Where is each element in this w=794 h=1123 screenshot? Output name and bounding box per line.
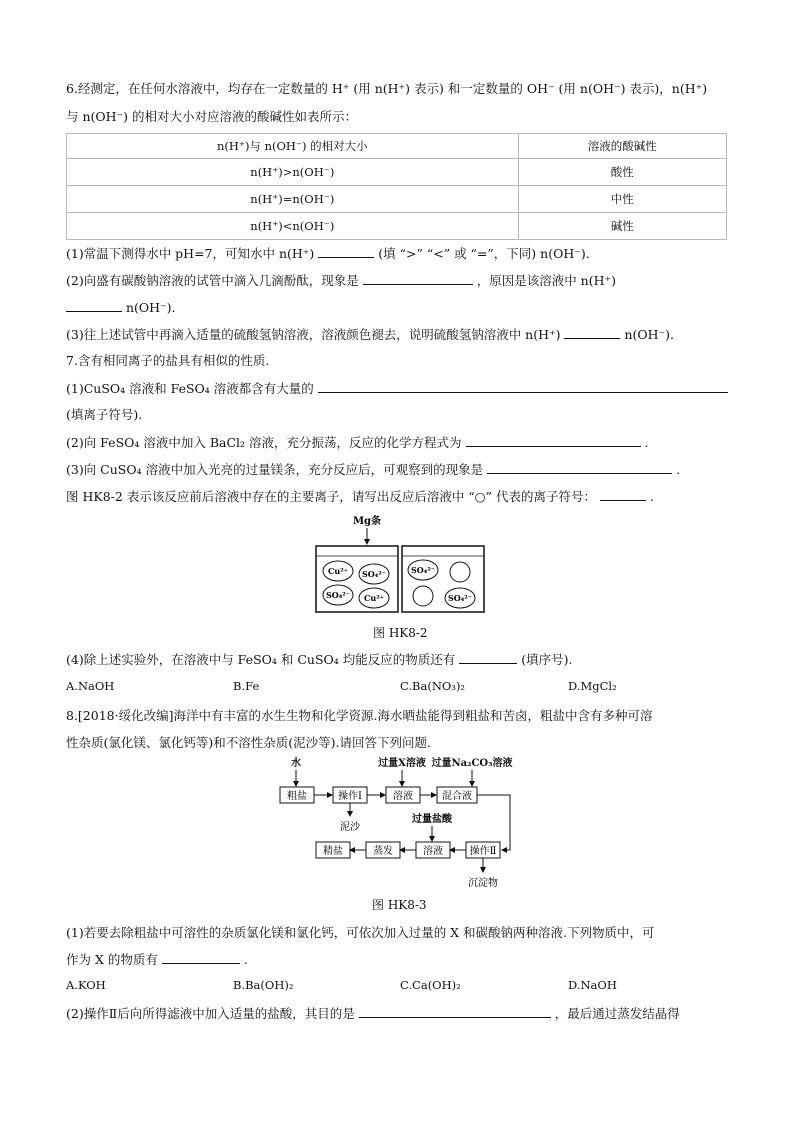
answer-blank[interactable] xyxy=(487,460,672,474)
option-d[interactable]: D.MgCl₂ xyxy=(568,679,617,693)
table-cell: 中性 xyxy=(518,186,726,213)
q6-stem-line1: 6.经测定，在任何水溶液中，均存在一定数量的 H⁺ (用 n(H⁺) 表示) 和一定数量的 OH⁻ (用 n(OH⁻) 表示)，n(H⁺) xyxy=(66,81,708,96)
table-cell: 酸性 xyxy=(518,159,726,186)
q6-part3 xyxy=(66,325,674,344)
process-flowchart xyxy=(270,752,530,892)
box-label: 操作Ⅰ xyxy=(338,791,362,802)
table-row xyxy=(67,186,727,213)
option-c[interactable]: C.Ca(OH)₂ xyxy=(400,978,461,992)
mg-arrow-head xyxy=(364,539,370,545)
mg-strip-label: Mg条 xyxy=(352,516,382,527)
q6-part1-text-b: (填 “>” “<” 或 “=”，下同) n(OH⁻). xyxy=(378,246,590,261)
answer-blank[interactable] xyxy=(318,379,728,393)
q7-stem: 7.含有相同离子的盐具有相似的性质. xyxy=(66,353,270,368)
q7-part3-text-c: 图 HK8-2 表示该反应前后溶液中存在的主要离子，请写出反应后溶液中 “○” 代表的离子符号： xyxy=(66,489,596,504)
q6-part1 xyxy=(66,244,590,263)
answer-blank[interactable] xyxy=(359,1004,551,1018)
answer-blank[interactable] xyxy=(564,325,620,339)
ion-label: Cu²⁺ xyxy=(364,593,384,603)
table-header-cell: 溶液的酸碱性 xyxy=(518,134,726,159)
box-label: 溶液 xyxy=(393,791,413,802)
unknown-ion-circle xyxy=(413,586,433,606)
flow-label-add-na2co3: 过量Na₂CO₃溶液 xyxy=(431,758,513,769)
q7-part2 xyxy=(66,433,648,452)
option-c[interactable]: C.Ba(NO₃)₂ xyxy=(400,679,466,693)
q8-part1-text: 作为 X 的物质有 xyxy=(66,952,158,967)
answer-blank[interactable] xyxy=(600,487,646,501)
flow-label-mud: 泥沙 xyxy=(340,822,360,833)
q8-part1-line1: (1)若要去除粗盐中可溶性的杂质氯化镁和氯化钙，可依次加入过量的 X 和碳酸钠两种溶液.下列物质中，可 xyxy=(66,925,655,940)
q8-part1-line2 xyxy=(66,950,248,969)
box-label: 粗盐 xyxy=(287,791,307,802)
table-header-cell: n(H⁺)与 n(OH⁻) 的相对大小 xyxy=(67,134,519,159)
ion-label: SO₄²⁻ xyxy=(326,590,350,600)
figure-caption: 图 HK8-3 xyxy=(372,898,427,912)
table-row xyxy=(67,213,727,240)
q7-part1 xyxy=(66,379,728,398)
figure-caption: 图 HK8-2 xyxy=(373,626,428,640)
q6-part1-text-a: (1)常温下测得水中 pH=7，可知水中 n(H⁺) xyxy=(66,246,315,261)
q7-part2-text-b: . xyxy=(644,435,649,450)
answer-blank[interactable] xyxy=(318,244,374,258)
q7-part4-text-a: (4)除上述实验外，在溶液中与 FeSO₄ 和 CuSO₄ 均能反应的物质还有 xyxy=(66,652,456,667)
table-cell: n(H⁺)>n(OH⁻) xyxy=(67,159,519,186)
q7-part3-text-a: (3)向 CuSO₄ 溶液中加入光亮的过量镁条，充分反应后，可观察到的现象是 xyxy=(66,462,484,477)
q6-part3-text-b: n(OH⁻). xyxy=(624,327,674,342)
ion-label: SO₄²⁻ xyxy=(411,565,435,575)
q7-part1-text-a: (1)CuSO₄ 溶液和 FeSO₄ 溶液都含有大量的 xyxy=(66,381,314,396)
q6-part2-cont xyxy=(66,298,176,317)
q7-part1-cont: (填离子符号). xyxy=(66,407,143,422)
answer-blank[interactable] xyxy=(363,271,473,285)
q6-part3-text-a: (3)往上述试管中再滴入适量的硫酸氢钠溶液，溶液颜色褪去，说明硫酸氢钠溶液中 n(H⁺) xyxy=(66,327,561,342)
acidity-table xyxy=(66,133,727,240)
table-header-row xyxy=(67,134,727,159)
table-cell: n(H⁺)<n(OH⁻) xyxy=(67,213,519,240)
answer-blank[interactable] xyxy=(66,298,122,312)
q6-part2-text-c: n(OH⁻). xyxy=(125,300,176,315)
unknown-ion-circle xyxy=(450,562,470,582)
q8-part2 xyxy=(66,1004,680,1023)
table-row xyxy=(67,159,727,186)
table-cell: 碱性 xyxy=(518,213,726,240)
box-label: 蒸发 xyxy=(373,846,393,857)
ion-label: SO₄²⁻ xyxy=(448,593,472,603)
flow-label-hcl: 过量盐酸 xyxy=(412,814,452,825)
option-a[interactable]: A.NaOH xyxy=(66,679,115,693)
ion-figure xyxy=(310,512,490,616)
table-cell: n(H⁺)=n(OH⁻) xyxy=(67,186,519,213)
q7-part2-text-a: (2)向 FeSO₄ 溶液中加入 BaCl₂ 溶液，充分振荡，反应的化学方程式为 xyxy=(66,435,462,450)
option-b[interactable]: B.Fe xyxy=(233,679,260,693)
q6-stem-line2: 与 n(OH⁻) 的相对大小对应溶液的酸碱性如表所示： xyxy=(66,109,357,124)
answer-blank[interactable] xyxy=(162,950,240,964)
ion-label: Cu²⁺ xyxy=(328,566,348,576)
q7-part4 xyxy=(66,650,572,669)
q7-part3-text-b: . xyxy=(676,462,681,477)
q6-part2-text-a: (2)向盛有碳酸钠溶液的试管中滴入几滴酚酞，现象是 xyxy=(66,273,359,288)
q6-part2 xyxy=(66,271,616,290)
q8-part1-end: . xyxy=(243,952,248,967)
q8-stem-line2: 性杂质(氯化镁、氯化钙等)和不溶性杂质(泥沙等).请回答下列问题. xyxy=(66,735,431,750)
answer-blank[interactable] xyxy=(459,650,517,664)
box-label: 溶液 xyxy=(423,846,443,857)
flow-label-precipitate: 沉淀物 xyxy=(468,878,498,889)
answer-blank[interactable] xyxy=(466,433,641,447)
option-b[interactable]: B.Ba(OH)₂ xyxy=(233,978,294,992)
q7-part3-cont xyxy=(66,487,654,506)
q8-stem-line1: 8.[2018·绥化改编]海洋中有丰富的水生生物和化学资源.海水晒盐能得到粗盐和苦卤，粗盐中含有多种可溶 xyxy=(66,708,653,723)
flow-label-water: 水 xyxy=(291,758,301,769)
flow-label-add-x: 过量X溶液 xyxy=(378,758,426,769)
box-label: 操作Ⅱ xyxy=(469,846,497,857)
q8-part2-text-b: ，最后通过蒸发结晶得 xyxy=(554,1006,680,1021)
option-d[interactable]: D.NaOH xyxy=(568,978,617,992)
box-label: 精盐 xyxy=(323,846,343,857)
q7-part3 xyxy=(66,460,680,479)
box-label: 混合液 xyxy=(442,791,472,802)
q6-part2-text-b: ，原因是该溶液中 n(H⁺) xyxy=(476,273,616,288)
q7-part4-text-b: (填序号). xyxy=(521,652,573,667)
q8-part2-text-a: (2)操作Ⅱ后向所得滤液中加入适量的盐酸，其目的是 xyxy=(66,1006,355,1021)
ion-label: SO₄²⁻ xyxy=(362,569,386,579)
q7-part3-text-d: . xyxy=(649,489,654,504)
option-a[interactable]: A.KOH xyxy=(66,978,106,992)
